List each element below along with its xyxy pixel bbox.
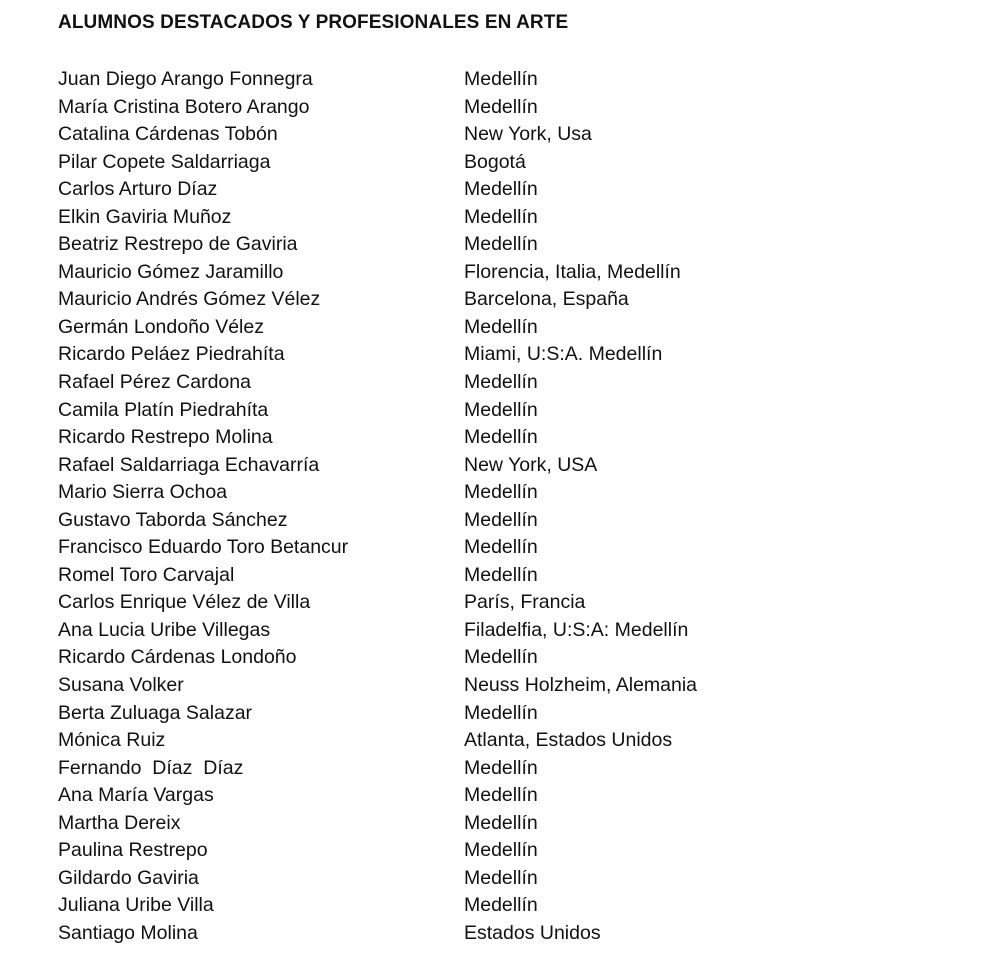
artist-name: Ricardo Cárdenas Londoño: [58, 646, 297, 669]
list-item: [58, 892, 958, 920]
artist-name: Francisco Eduardo Toro Betancur: [58, 536, 349, 559]
artist-location: Medellín: [464, 68, 538, 90]
artist-location: Medellín: [464, 784, 538, 807]
artist-name: Pilar Copete Saldarriaga: [58, 150, 271, 173]
list-item: [58, 534, 958, 562]
list-item: [58, 424, 958, 452]
list-item: [58, 121, 958, 149]
list-item: [58, 259, 958, 287]
artist-name: Paulina Restrepo: [58, 839, 208, 862]
list-item: [58, 286, 958, 314]
artist-name: Camila Platín Piedrahíta: [58, 398, 269, 421]
list-item: [58, 810, 958, 838]
artist-name: Elkin Gaviria Muñoz: [58, 205, 232, 228]
artist-name: Rafael Pérez Cardona: [58, 371, 251, 394]
artist-name: Rafael Saldarriaga Echavarría: [58, 453, 320, 476]
list-item: [58, 452, 958, 480]
list-item: [58, 562, 958, 590]
list-item: [58, 727, 958, 755]
artist-name: Ricardo Peláez Piedrahíta: [58, 343, 285, 366]
artist-name: Mauricio Gómez Jaramillo: [58, 260, 284, 283]
artist-location: Medellín: [464, 508, 538, 531]
list-item: [58, 231, 958, 259]
artist-location: Atlanta, Estados Unidos: [464, 729, 673, 752]
artist-location: Filadelfia, U:S:A: Medellín: [464, 618, 689, 641]
artist-name: Catalina Cárdenas Tobón: [58, 123, 278, 146]
artist-location: Medellín: [464, 426, 538, 449]
artist-name: Fernando Díaz Díaz: [58, 756, 244, 779]
artist-location: Medellín: [464, 95, 538, 118]
list-item: [58, 920, 958, 948]
artist-location: Medellín: [464, 839, 538, 862]
artist-location: Medellín: [464, 536, 538, 559]
artist-location: Medellín: [464, 178, 538, 201]
artist-name: Ana Lucia Uribe Villegas: [58, 618, 271, 641]
artist-location: Medellín: [464, 866, 538, 889]
list-item: [58, 507, 958, 535]
artist-name: Carlos Arturo Díaz: [58, 178, 218, 201]
artist-location: Estados Unidos: [464, 921, 601, 944]
artist-location: Medellín: [464, 563, 538, 586]
page-title: ALUMNOS DESTACADOS Y PROFESIONALES EN ARTE: [58, 12, 569, 33]
list-item: [58, 644, 958, 672]
list-item: [58, 782, 958, 810]
artist-name: Carlos Enrique Vélez de Villa: [58, 591, 311, 614]
artist-name: Romel Toro Carvajal: [58, 563, 235, 586]
artist-location: Medellín: [464, 756, 538, 779]
list-item: [58, 369, 958, 397]
artist-location: París, Francia: [464, 591, 586, 614]
artist-name: Germán Londoño Vélez: [58, 315, 264, 338]
list-item: [58, 837, 958, 865]
list-item: [58, 397, 958, 425]
list-item: [58, 94, 958, 122]
list-item: [58, 176, 958, 204]
artist-list: [58, 66, 958, 948]
artist-name: Susana Volker: [58, 674, 184, 697]
artist-location: Miami, U:S:A. Medellín: [464, 343, 663, 366]
list-item: [58, 617, 958, 645]
list-item: [58, 672, 958, 700]
list-item: [58, 700, 958, 728]
list-item: [58, 149, 958, 177]
artist-name: Berta Zuluaga Salazar: [58, 701, 253, 724]
artist-name: Juan Diego Arango Fonnegra: [58, 68, 313, 90]
artist-location: Medellín: [464, 894, 538, 917]
artist-location: Medellín: [464, 398, 538, 421]
list-item: [58, 865, 958, 893]
artist-location: Medellín: [464, 701, 538, 724]
artist-location: Medellín: [464, 481, 538, 504]
artist-name: Ricardo Restrepo Molina: [58, 426, 273, 449]
artist-name: Gildardo Gaviria: [58, 866, 199, 889]
artist-location: New York, USA: [464, 453, 598, 476]
artist-name: Martha Dereix: [58, 811, 181, 834]
artist-name: Mario Sierra Ochoa: [58, 481, 228, 504]
list-item: [58, 204, 958, 232]
list-item: [58, 66, 958, 94]
list-item: [58, 341, 958, 369]
artist-name: Gustavo Taborda Sánchez: [58, 508, 288, 531]
artist-location: Medellín: [464, 811, 538, 834]
artist-name: Ana María Vargas: [58, 784, 214, 807]
artist-location: New York, Usa: [464, 123, 592, 146]
artist-location: Medellín: [464, 205, 538, 228]
artist-name: Beatriz Restrepo de Gaviria: [58, 233, 298, 256]
artist-location: Bogotá: [464, 150, 526, 173]
artist-location: Neuss Holzheim, Alemania: [464, 674, 698, 697]
artist-location: Medellín: [464, 233, 538, 256]
list-item: [58, 589, 958, 617]
artist-location: Barcelona, España: [464, 288, 629, 311]
artist-location: Medellín: [464, 371, 538, 394]
artist-location: Florencia, Italia, Medellín: [464, 260, 681, 283]
artist-name: Mauricio Andrés Gómez Vélez: [58, 288, 321, 311]
artist-location: Medellín: [464, 315, 538, 338]
artist-name: Juliana Uribe Villa: [58, 894, 214, 917]
list-item: [58, 314, 958, 342]
artist-name: Santiago Molina: [58, 921, 198, 944]
list-item: [58, 755, 958, 783]
artist-name: María Cristina Botero Arango: [58, 95, 310, 118]
list-item: [58, 479, 958, 507]
artist-location: Medellín: [464, 646, 538, 669]
artist-name: Mónica Ruiz: [58, 729, 166, 752]
